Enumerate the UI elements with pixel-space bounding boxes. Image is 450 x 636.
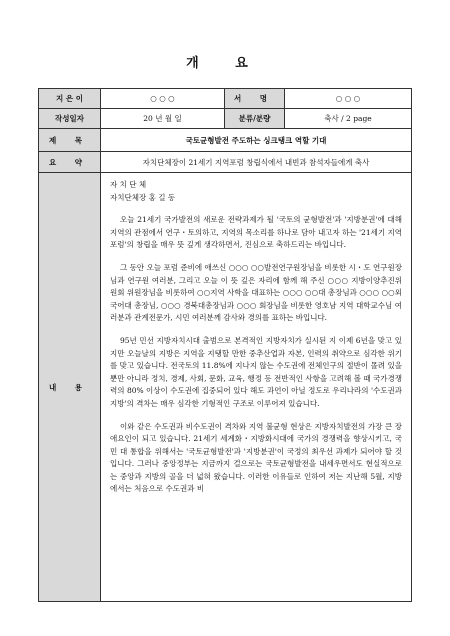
content-paragraph-3: 95년 민선 지방자치시대 출범으로 본격적인 지방자치가 실시된 지 이제 6년을 맞고 있지만 오늘날의 지방은 지역을 지탱할 만한 중추산업과 자본, 인력의 취약으로 심각한 위기를 맞고 있습니다. 전국토의 11.8%에 지나지 않는 수도권에 전체인구의 절반이 몰려 있을 뿐만 아니라 정치, 경제, 사회, 문화, 교육, 행정 등 전반적인 사항을 고려해 볼 때 국가경쟁력의 80% 이상이 수도권에 집중되어 있다 해도 과언이 아닐 정도로 우리나라의 '수도권과 지방'의 격차는 매우 심각한 기형적인 구조로 이루어져 있습니다. <box>110 335 402 408</box>
date-label: 작성일자 <box>39 109 101 129</box>
summary-label: 요 약 <box>39 152 101 173</box>
subject-value: 국토균형발전 주도하는 싱크탱크 역할 기대 <box>101 129 412 152</box>
category-label: 분류/분량 <box>225 109 285 129</box>
content-paragraph-1: 오늘 21세기 국가발전의 새로운 전략과제가 될 '국토의 균형발전'과 '지방분권'에 대해 지역의 관점에서 연구・토의하고, 지역의 목소리를 하나로 담아 내고자 하는 '21세기 지역포럼'의 창립을 매우 뜻 깊게 생각하면서, 진심으로 축하드리는 바입니다. <box>110 215 402 250</box>
content-paragraph-2: 그 동안 오늘 포럼 준비에 애쓰신 ○○○ ○○발전연구원장님을 비롯한 시・도 연구원장님과 연구원 여러분, 그리고 오늘 이 뜻 깊은 자리에 함께 해 주신 ○○○ 지방이양추진위원회 위원장님을 비롯하여 ○○지역 사학을 대표하는 ○○○ ○○대 총장님과 ○○○ ○○외국어대 총장님, ○○○ 경북대총장님과 ○○○ 회장님을 비롯한 영호남 지역 대학교수님 여러분과 관계전문가, 시민 여러분께 감사와 경의를 표하는 바입니다. <box>110 262 402 323</box>
author-value: ○ ○ ○ <box>101 89 225 109</box>
document-title: 개 요 <box>186 56 264 71</box>
category-value: 축사 / 2 page <box>285 109 412 129</box>
date-value: 20 년 월 일 <box>101 109 225 129</box>
content-body <box>101 173 412 602</box>
subject-label: 제 목 <box>39 129 101 152</box>
summary-form-table <box>38 88 412 602</box>
content-heading-1: 자 치 단 체 <box>110 180 147 189</box>
content-paragraph-4: 이와 같은 수도권과 비수도권이 격차와 지역 불균형 현상은 지방자치발전의 가장 큰 장애요인이 되고 있습니다. 21세기 세계화・지방화시대에 국가의 경쟁력을 향상시키고, 국민 대 통합을 위해서는 '국토균형발전'과 '지방분권'이 국정의 최우선 과제가 되어야 할 것입니다. 그러나 중앙정부는 지금까지 걸으로는 국토균형발전을 내세우면서도 현실적으로는 중앙과 지방의 골을 더 넓혀 왔습니다. 이러한 이유들로 인하여 저는 지난해 5월, 지방에서는 처음으로 수도권과 비 <box>110 421 402 494</box>
summary-value: 자치단체장이 21세기 지역포럼 창립식에서 내빈과 참석자들에게 축사 <box>101 152 412 173</box>
signature-value: ○ ○ ○ <box>285 89 412 109</box>
signature-label: 서 명 <box>225 89 285 109</box>
author-label: 지 은 이 <box>39 89 101 109</box>
content-heading-2: 자치단체장 홍 길 동 <box>110 192 176 202</box>
content-label: 내 용 <box>39 173 101 602</box>
